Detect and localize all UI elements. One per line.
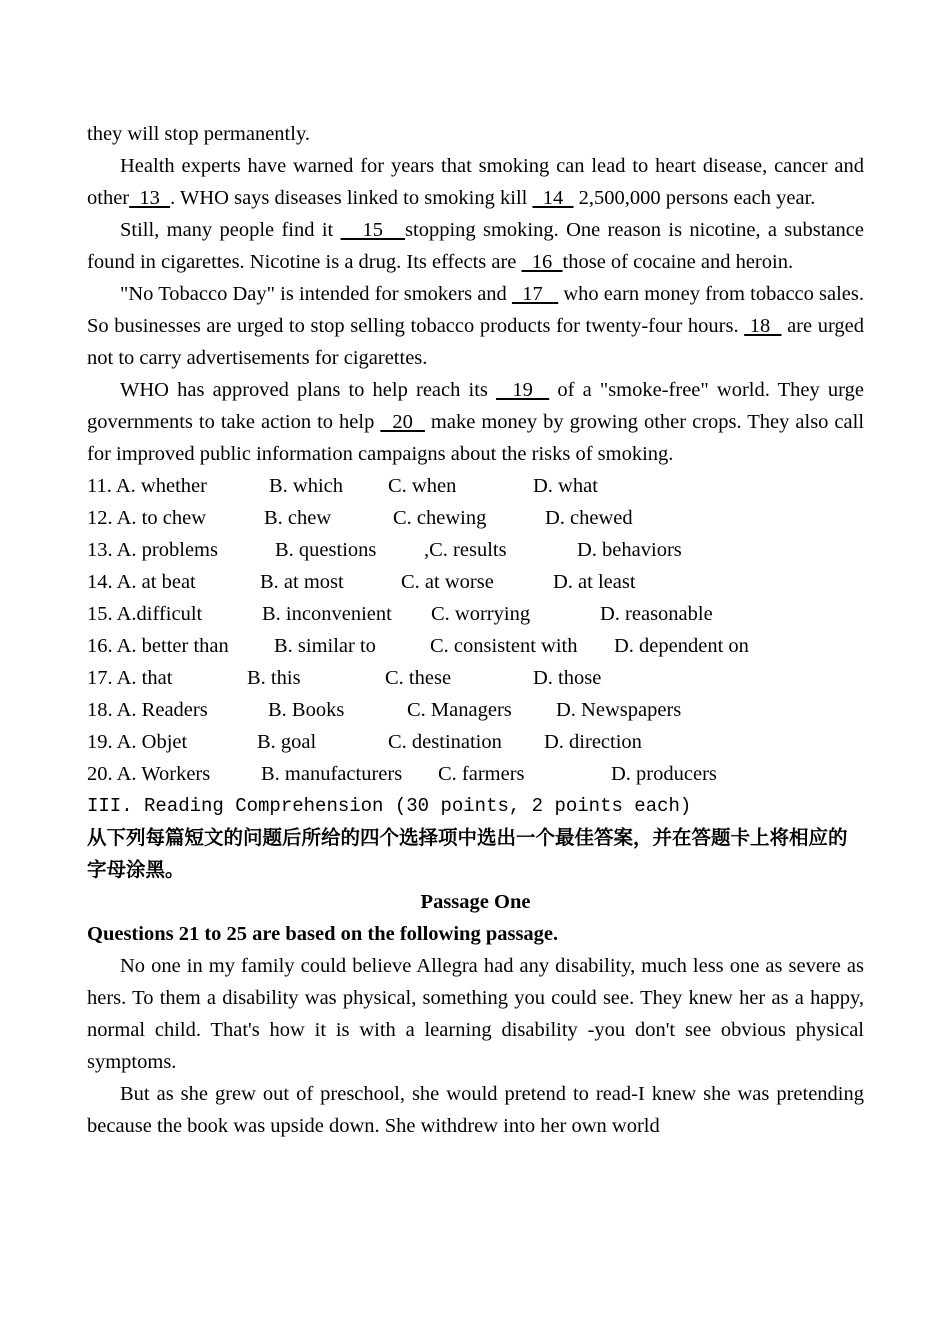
- cloze-paragraph-2: Still, many people find it 15 stopping smoking. One reason is nicotine, a substance found in cigarettes. Nicotine is a drug. Its effects are 16 those of cocaine and heroin.: [87, 219, 864, 273]
- option-row-15: 15. A.difficult B. inconvenient C. worrying D. reasonable: [87, 603, 713, 625]
- questions-note: Questions 21 to 25 are based on the following passage.: [87, 923, 559, 945]
- passage-paragraph-1: No one in my family could believe Allegra had any disability, much less one as severe as hers. To them a disability was physical, something you could see. They knew her as a happy, normal child. That's how it is with a learning disability -you don't see obvious physical symptoms.: [87, 955, 864, 1073]
- option-row-20: 20. A. Workers B. manufacturers C. farmers D. producers: [87, 763, 717, 785]
- cloze-paragraph-3: "No Tobacco Day" is intended for smokers and 17 who earn money from tobacco sales. So businesses are urged to stop selling tobacco products for twenty-four hours. 18 are urged not to carry advertisements for cigarettes.: [87, 283, 865, 369]
- passage-title: Passage One: [420, 891, 531, 913]
- options-list: [87, 470, 864, 790]
- blank-15: 15: [340, 219, 406, 241]
- blank-20: 20: [380, 411, 425, 433]
- cloze-paragraph-0: they will stop permanently.: [87, 123, 310, 145]
- blank-17: 17: [511, 283, 559, 305]
- cloze-paragraph-4: WHO has approved plans to help reach its 19 of a "smoke-free" world. They urge governments to take action to help 20 make money by growing other crops. They also call for improved public information campaigns about the risks of smoking.: [87, 379, 865, 465]
- blank-18: 18: [744, 315, 782, 337]
- blank-16: 16: [521, 251, 563, 273]
- option-row-17: 17. A. that B. this C. these D. those: [87, 667, 602, 689]
- section-instruction: 从下列每篇短文的问题后所给的四个选择项中选出一个最佳答案，并在答题卡上将相应的字母涂黑。: [87, 826, 848, 881]
- option-row-16: 16. A. better than B. similar to C. consistent with D. dependent on: [87, 635, 749, 657]
- option-row-19: 19. A. Objet B. goal C. destination D. direction: [87, 731, 642, 753]
- option-row-11: 11. A. whether B. which C. when D. what: [87, 475, 598, 497]
- blank-13: 13: [129, 187, 171, 209]
- cloze-paragraph-1: Health experts have warned for years that smoking can lead to heart disease, cancer and other 13 . WHO says diseases linked to smoking kill 14 2,500,000 persons each year.: [87, 155, 864, 209]
- option-row-12: 12. A. to chew B. chew C. chewing D. chewed: [87, 507, 633, 529]
- document-page: [87, 118, 864, 1142]
- blank-19: 19: [496, 379, 550, 401]
- blank-14: 14: [532, 187, 574, 209]
- option-row-13: 13. A. problems B. questions ,C. results D. behaviors: [87, 539, 682, 561]
- passage-paragraph-2: But as she grew out of preschool, she would pretend to read-I knew she was pretending because the book was upside down. She withdrew into her own world: [87, 1083, 864, 1137]
- option-row-14: 14. A. at beat B. at most C. at worse D. at least: [87, 571, 636, 593]
- section-title: III. Reading Comprehension (30 points, 2 points each): [87, 795, 692, 817]
- option-row-18: 18. A. Readers B. Books C. Managers D. Newspapers: [87, 699, 682, 721]
